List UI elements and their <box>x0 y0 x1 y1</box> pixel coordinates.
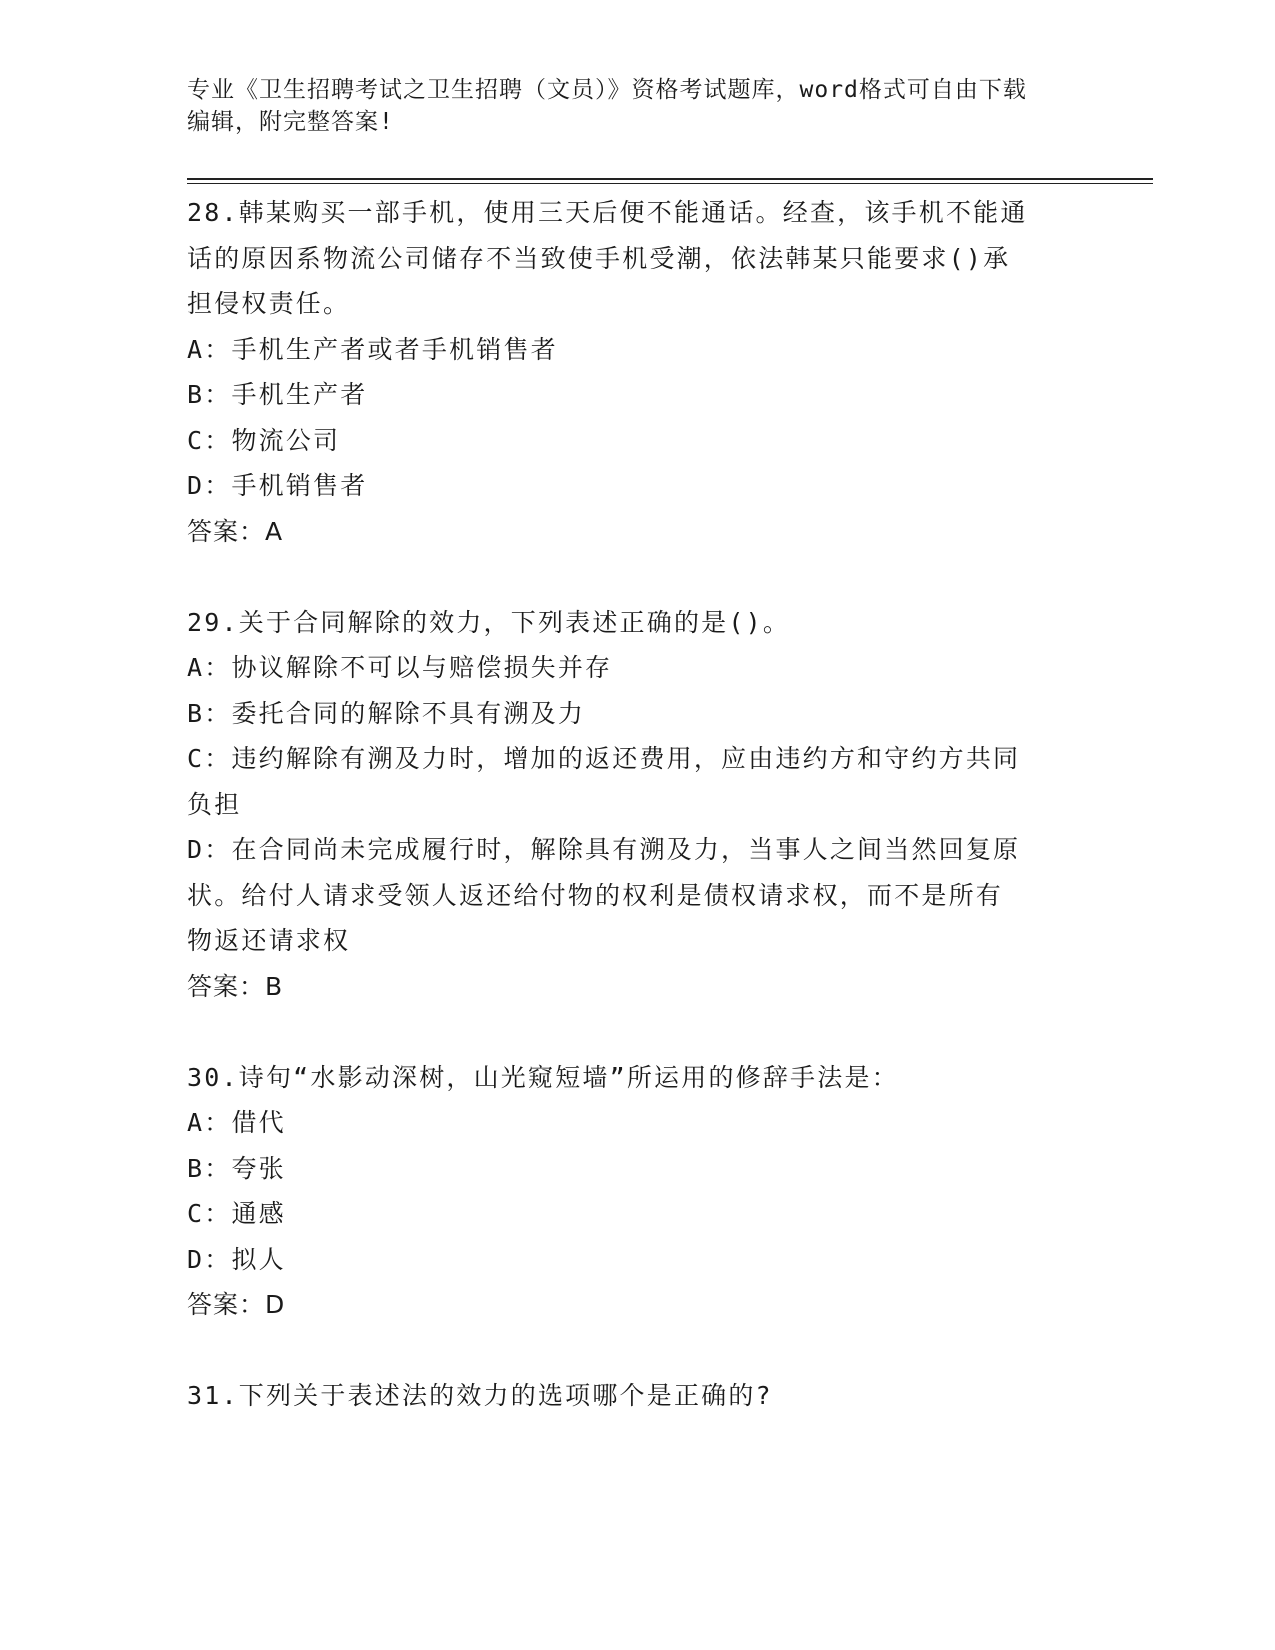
option-c: C：违约解除有溯及力时，增加的返还费用，应由违约方和守约方共同 <box>187 744 1021 773</box>
header-line-1: 专业《卫生招聘考试之卫生招聘（文员）》资格考试题库，word格式可自由下载 <box>187 77 1027 103</box>
option-d-continued: 状。给付人请求受领人返还给付物的权利是债权请求权，而不是所有 <box>187 880 1004 910</box>
header-line-2: 编辑，附完整答案! <box>187 109 394 135</box>
option-b: B：手机生产者 <box>187 380 368 409</box>
question-stem-line: 31.下列关于表述法的效力的选项哪个是正确的? <box>187 1381 773 1410</box>
answer-label: 答案：D <box>187 1290 286 1319</box>
option-b: B：夸张 <box>187 1153 286 1183</box>
option-d: D：手机销售者 <box>187 471 368 500</box>
option-c-continued: 负担 <box>187 789 242 819</box>
option-d: D：拟人 <box>187 1244 286 1274</box>
document-header <box>187 74 1087 138</box>
question-28 <box>187 190 1087 554</box>
option-d: D：在合同尚未完成履行时，解除具有溯及力，当事人之间当然回复原 <box>187 835 1021 864</box>
header-divider-thin <box>187 183 1153 184</box>
question-stem-line: 话的原因系物流公司储存不当致使手机受潮，依法韩某只能要求()承 <box>187 243 1011 273</box>
question-stem-line: 28.韩某购买一部手机，使用三天后便不能通话。经查，该手机不能通 <box>187 198 1028 227</box>
option-a: A：借代 <box>187 1108 286 1137</box>
question-list <box>187 190 1087 1419</box>
header-divider <box>187 178 1153 180</box>
question-31 <box>187 1373 1087 1419</box>
option-c: C：通感 <box>187 1199 286 1228</box>
option-c: C：物流公司 <box>187 425 341 455</box>
option-a: A：协议解除不可以与赔偿损失并存 <box>187 653 613 682</box>
question-stem-line: 30.诗句“水影动深树，山光窥短墙”所运用的修辞手法是： <box>187 1062 899 1092</box>
answer-label: 答案：A <box>187 516 284 546</box>
spacer <box>187 1009 1087 1055</box>
option-d-continued: 物返还请求权 <box>187 926 351 955</box>
option-b: B：委托合同的解除不具有溯及力 <box>187 698 586 728</box>
question-stem-line: 担侵权责任。 <box>187 289 351 318</box>
spacer <box>187 554 1087 600</box>
option-a: A：手机生产者或者手机销售者 <box>187 334 558 364</box>
spacer <box>187 1328 1087 1374</box>
question-stem-line: 29.关于合同解除的效力，下列表述正确的是()。 <box>187 607 791 637</box>
question-30 <box>187 1055 1087 1328</box>
question-29 <box>187 600 1087 1010</box>
answer-label: 答案：B <box>187 971 284 1001</box>
